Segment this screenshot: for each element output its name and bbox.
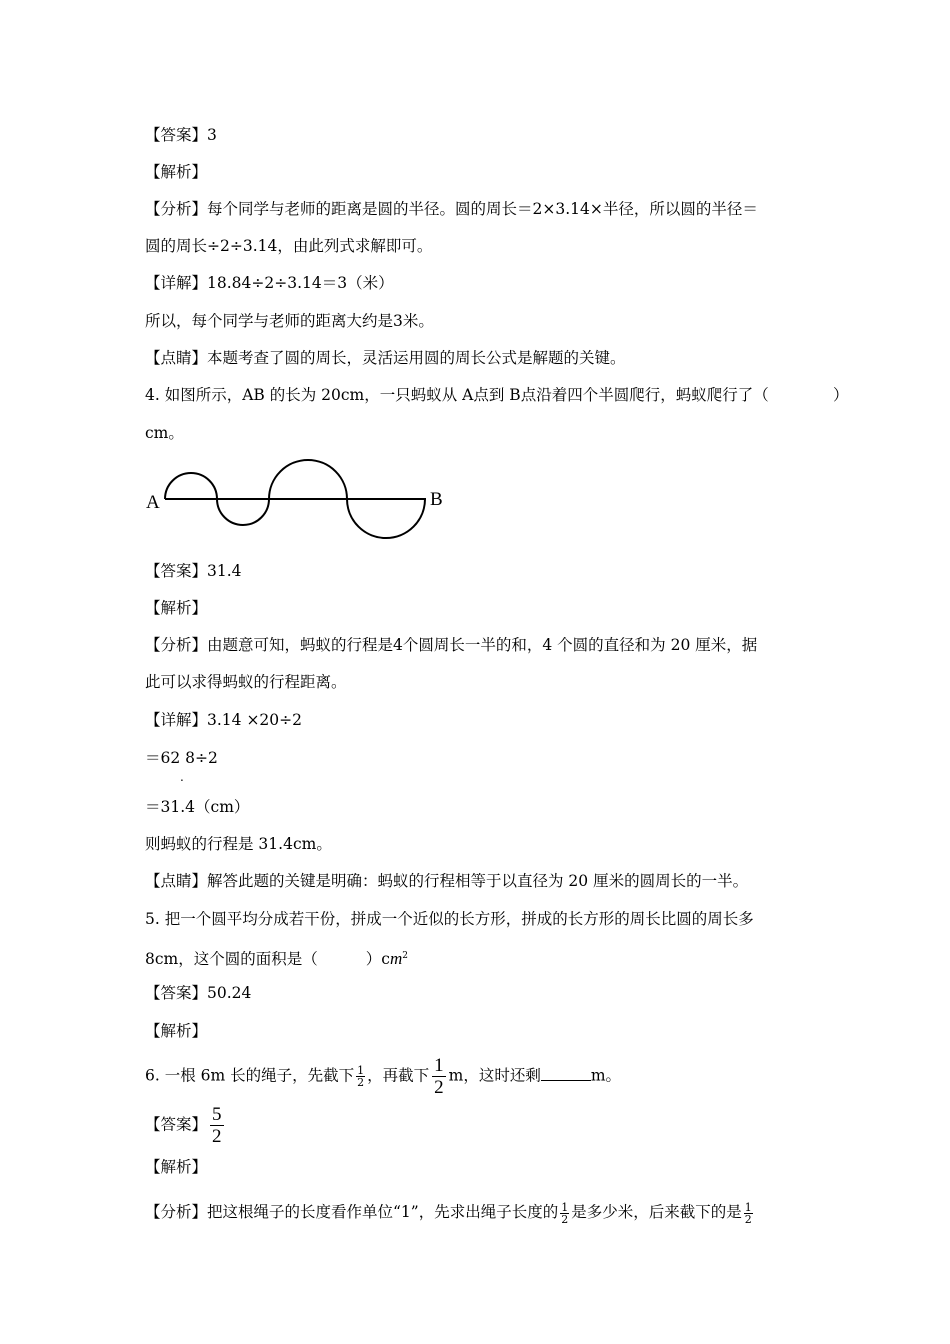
q6-fenxi xyxy=(145,1195,755,1229)
q6-fenxi-frac1-numerator: 1 xyxy=(561,1200,569,1214)
q3-answer: 【答案】3 xyxy=(145,126,217,144)
q6-question xyxy=(145,1055,621,1098)
q4-analysis-head: 【解析】 xyxy=(145,599,208,617)
q3-fenxi-line1: 【分析】每个同学与老师的距离是圆的半径。圆的周长＝2×3.14×半径，所以圆的半径＝ xyxy=(145,200,758,218)
semicircle-2 xyxy=(217,499,269,525)
q6-question-text-b: ，再截下 xyxy=(367,1066,430,1085)
q5-question-line2 xyxy=(145,946,408,969)
q3-xiangjie: 【详解】18.84÷2÷3.14＝3（米） xyxy=(145,274,394,292)
q4-fenxi-line1: 【分析】由题意可知，蚂蚁的行程是4个圆周长一半的和，4 个圆的直径和为 20 厘米，据 xyxy=(145,636,758,654)
q6-fenxi-frac2-denominator: 2 xyxy=(744,1212,752,1226)
q6-answer-denominator: 2 xyxy=(212,1126,222,1147)
q5-unit-m: m xyxy=(389,949,403,969)
q6-frac1-numerator: 1 xyxy=(357,1064,365,1077)
q5-question-text: 8cm，这个圆的面积是（ xyxy=(145,950,318,969)
semicircle-1 xyxy=(165,473,217,499)
q4-question-text: 4. 如图所示，AB 的长为 20cm，一只蚂蚁从 A点到 B点沿着四个半圆爬行，蚂蚁爬行了（ xyxy=(145,386,769,404)
q6-fenxi-fraction-2 xyxy=(744,1202,753,1225)
q5-question-unit-text: ）c xyxy=(365,950,390,969)
q6-fenxi-frac2-numerator: 1 xyxy=(744,1200,752,1214)
q6-fenxi-fraction-1 xyxy=(560,1202,569,1225)
q3-dianjing: 【点睛】本题考查了圆的周长，灵活运用圆的周长公式是解题的关键。 xyxy=(145,349,626,367)
q6-frac2-denominator: 2 xyxy=(434,1077,444,1098)
q4-step-dot: . xyxy=(180,770,184,784)
semicircle-4 xyxy=(347,499,425,538)
q6-fraction-2 xyxy=(432,1055,446,1098)
q5-question-line1: 5. 把一个圆平均分成若干份，拼成一个近似的长方形，拼成的长方形的周长比圆的周长多 xyxy=(145,910,754,928)
q6-answer-blank xyxy=(541,1065,591,1081)
q6-frac2-numerator: 1 xyxy=(434,1055,444,1076)
q4-conclusion: 则蚂蚁的行程是 31.4cm。 xyxy=(145,835,332,853)
q3-analysis-head: 【解析】 xyxy=(145,163,208,181)
q6-answer-fraction xyxy=(210,1104,224,1147)
q4-fenxi-line2: 此可以求得蚂蚁的行程距离。 xyxy=(145,673,347,691)
q6-answer-head: 【答案】 xyxy=(145,1115,208,1134)
q4-question-line2: cm。 xyxy=(145,424,184,442)
q4-question-line1 xyxy=(145,385,769,405)
q6-answer-numerator: 5 xyxy=(212,1104,222,1125)
q6-fraction-1 xyxy=(356,1065,365,1088)
q3-fenxi-line2: 圆的周长÷2÷3.14，由此列式求解即可。 xyxy=(145,237,433,255)
q6-analysis-head: 【解析】 xyxy=(145,1158,208,1176)
label-a: A xyxy=(146,492,160,513)
q3-conclusion: 所以，每个同学与老师的距离大约是3米。 xyxy=(145,312,434,330)
q6-answer xyxy=(145,1104,227,1147)
semicircle-3 xyxy=(269,460,347,499)
q6-question-text-a: 6. 一根 6m 长的绳子，先截下 xyxy=(145,1066,355,1085)
q5-answer: 【答案】50.24 xyxy=(145,984,252,1002)
q6-fenxi-frac1-denominator: 2 xyxy=(561,1212,569,1226)
q4-step1: ＝62 8÷2 xyxy=(145,749,218,767)
q6-question-text-c: m，这时还剩 xyxy=(448,1066,541,1085)
q4-dianjing: 【点睛】解答此题的关键是明确：蚂蚁的行程相等于以直径为 20 厘米的圆周长的一半。 xyxy=(145,872,749,890)
q4-xiangjie: 【详解】3.14 ×20÷2 xyxy=(145,711,302,729)
q5-analysis-head: 【解析】 xyxy=(145,1022,208,1040)
q6-fenxi-text-a: 【分析】把这根绳子的长度看作单位“1”，先求出绳子长度的 xyxy=(145,1203,559,1221)
label-b: B xyxy=(430,489,443,510)
q4-answer: 【答案】31.4 xyxy=(145,562,242,580)
q6-fenxi-text-b: 是多少米，后来截下的是 xyxy=(571,1203,742,1221)
q5-unit-sup: 2 xyxy=(402,951,408,961)
q4-step2: ＝31.4（cm） xyxy=(145,798,250,816)
q6-frac1-denominator: 2 xyxy=(357,1076,365,1089)
q6-question-text-d: m。 xyxy=(590,1066,622,1085)
semicircle-figure xyxy=(140,455,460,545)
q4-question-paren-close: ） xyxy=(833,386,849,404)
